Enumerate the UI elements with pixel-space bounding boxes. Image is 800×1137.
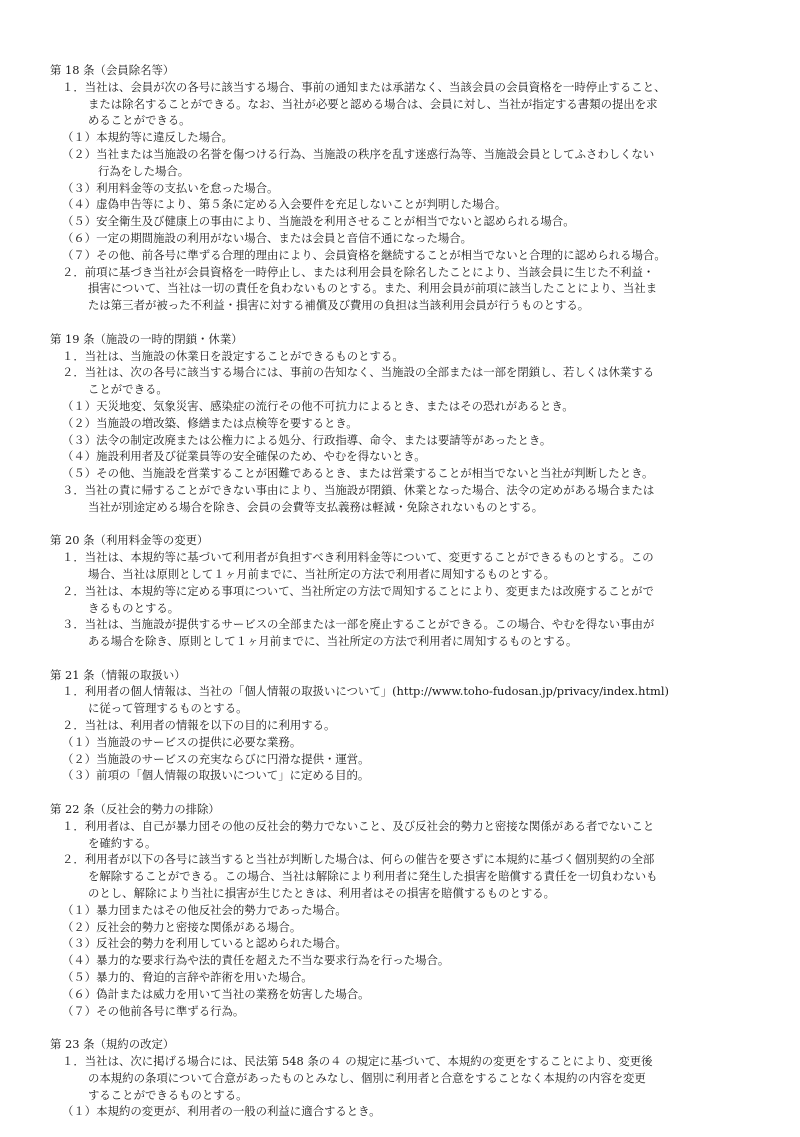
article-section [50, 532, 758, 650]
clause-line: めることができる。 [88, 113, 191, 128]
clause-line: （４）虚偽申告等により、第５条に定める入会要件を充足しないことが判明した場合。 [62, 197, 507, 212]
clause-line: （３）反社会的勢力を利用していると認められた場合。 [62, 936, 347, 951]
article-title: 第 18 条（会員除名等） [50, 63, 175, 77]
clause-line: ある場合を除き、原則として１ヶ月前までに、当社所定の方法で利用者に周知するものとする。 [88, 634, 578, 649]
article-section [50, 1036, 758, 1120]
article-title: 第 21 条（情報の取扱い） [50, 667, 186, 682]
clause-line: ３．当社の責に帰することができない事由により、当施設が閉鎖、休業となった場合、法令の定めがある場合または [62, 482, 655, 497]
article-section [50, 667, 758, 785]
clause-line: （３）法令の制定改廃または公権力による処分、行政指導、命令、または要請等があったとき。 [62, 432, 552, 447]
clause-line: または除名することができる。なお、当社が必要と認める場合は、会員に対し、当社が指定する書類の提出を求 [88, 96, 658, 111]
clause-line: のとし、解除により当社に損害が生じたときは、利用者はその損害を賠償するものとする。 [88, 886, 556, 901]
clause-line: に従って管理するものとする。 [88, 701, 248, 716]
article-title: 第 19 条（施設の一時的閉鎖・休業） [50, 331, 243, 346]
article-section [50, 331, 758, 516]
clause-line: （５）安全衛生及び健康上の事由により、当施設を利用させることが相当でないと認められる場合。 [62, 214, 575, 229]
clause-line: を確約する。 [88, 835, 157, 850]
clause-line: （２）反社会的勢力と密接な関係がある場合。 [62, 919, 302, 934]
clause-line: ことができる。 [88, 382, 168, 397]
clause-line: を解除することができる。この場合、当社は解除により利用者に発生した損害を賠償する責任を一切負わないも [88, 869, 658, 884]
clause-line: １．当社は、本規約等に基づいて利用者が負担すべき利用料金等について、変更することができるものとする。この [62, 550, 654, 565]
clause-line: することができるものとする。 [88, 1087, 248, 1102]
clause-line: （１）天災地変、気象災害、感染症の流行その他不可抗力によるとき、またはその恐れがあるとき。 [62, 398, 574, 413]
clause-line: ２．当社は、利用者の情報を以下の目的に利用する。 [62, 718, 336, 733]
clause-line: たは第三者が被った不利益・損害に対する補償及び費用の負担は当該利用会員が行うものとする。 [88, 298, 590, 313]
clause-line: （２）当施設のサービスの充実ならびに円滑な提供・運営。 [62, 751, 370, 766]
clause-line: （３）前項の「個人情報の取扱いについて」に定める目的。 [62, 768, 370, 783]
clause-line: ２．当社は、本規約等に定める事項について、当社所定の方法で周知することにより、変更または改廃することがで [62, 583, 654, 598]
clause-line: （７）その他前各号に準ずる行為。 [62, 1003, 245, 1018]
clause-line: ２．当社は、次の各号に該当する場合には、事前の告知なく、当施設の全部または一部を閉鎖し、若しくは休業する [62, 365, 655, 380]
clause-line: （３）利用料金等の支払いを怠った場合。 [62, 180, 279, 195]
clause-line: ３．当社は、当施設が提供するサービスの全部または一部を廃止することができる。この場合、やむを得ない事由が [62, 617, 655, 632]
clause-line: （２）当施設の増改築、修繕または点検等を要するとき。 [62, 415, 358, 430]
clause-line: （１）本規約等に違反した場合。 [62, 130, 233, 145]
article-title: 第 20 条（利用料金等の変更） [50, 533, 209, 548]
clause-line: （１）本規約の変更が、利用者の一般の利益に適合するとき。 [62, 1104, 381, 1119]
clause-line: （６）一定の期間施設の利用がない場合、または会員と音信不通になった場合。 [62, 230, 473, 245]
clause-line: （５）その他、当施設を営業することが困難であるとき、または営業することが相当でないと当社が判断したとき。 [62, 466, 654, 481]
article-title: 第 23 条（規約の改定） [50, 1037, 175, 1052]
terms-document [50, 62, 758, 1137]
clause-line: １．当社は、次に掲げる場合には、民法第 548 条の４ の規定に基づいて、本規約の変更をすることにより、変更後 [62, 1054, 653, 1069]
clause-line: １．利用者は、自己が暴力団その他の反社会的勢力でないこと、及び反社会的勢力と密接な関係がある者でないこと [62, 818, 655, 833]
clause-line: １．当社は、会員が次の各号に該当する場合、事前の通知または承諾なく、当該会員の会員資格を一時停止すること、 [62, 79, 666, 94]
clause-line: （４）暴力的な要求行為や法的責任を超えた不当な要求行為を行った場合。 [62, 953, 450, 968]
clause-line: ２．利用者が以下の各号に該当すると当社が判断した場合は、何らの催告を要さずに本規約に基づく個別契約の全部 [62, 852, 655, 867]
clause-line: 損害について、当社は一切の責任を負わないものとする。また、利用会員が前項に該当したことにより、当社ま [88, 281, 658, 296]
article-section [50, 62, 758, 314]
article-title: 第 22 条（反社会的勢力の排除） [50, 802, 220, 817]
clause-line: （７）その他、前各号に準ずる合理的理由により、会員資格を継続することが相当でないと合理的に認められる場合。 [62, 247, 666, 262]
clause-line: の本規約の条項について合意があったものとみなし、個別に利用者と合意をすることなく本規約の内容を変更 [88, 1070, 646, 1085]
article-section [50, 801, 758, 1019]
clause-line: （１）暴力団またはその他反社会的勢力であった場合。 [62, 902, 347, 917]
clause-line: 場合、当社は原則として１ヶ月前までに、当社所定の方法で利用者に周知するものとする。 [88, 566, 556, 581]
clause-line: ２．前項に基づき当社が会員資格を一時停止し、または利用会員を除名したことにより、当該会員に生じた不利益・ [62, 264, 655, 279]
clause-line: （６）偽計または威力を用いて当社の業務を妨害した場合。 [62, 986, 370, 1001]
clause-line: （４）施設利用者及び従業員等の安全確保のため、やむを得ないとき。 [62, 449, 426, 464]
clause-line: きるものとする。 [88, 600, 180, 615]
clause-line: （５）暴力的、脅迫的言辞や詐術を用いた場合。 [62, 970, 313, 985]
clause-line: １．利用者の個人情報は、当社の「個人情報の取扱いについて」(http://www.toho-fudosan.jp/privacy/index.html) [62, 684, 669, 699]
clause-line: 当社が別途定める場合を除き、会員の会費等支払義務は軽減・免除されないものとする。 [88, 499, 544, 514]
clause-line: （１）当施設のサービスの提供に必要な業務。 [62, 734, 302, 749]
clause-line: １．当社は、当施設の休業日を設定することができるものとする。 [62, 348, 404, 363]
clause-line: 行為をした場合。 [98, 163, 190, 178]
clause-line: （２）当社または当施設の名誉を傷つける行為、当施設の秩序を乱す迷惑行為等、当施設会員としてふさわしくない [62, 146, 655, 161]
